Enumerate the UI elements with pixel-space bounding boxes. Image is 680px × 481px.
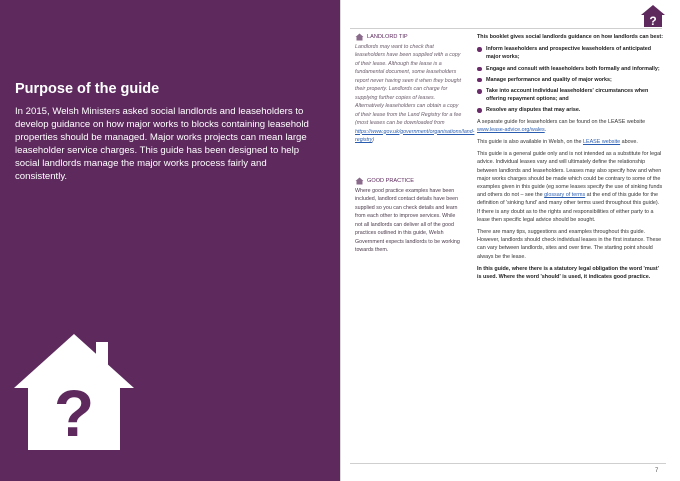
good-practice-box (355, 177, 463, 255)
house-icon (355, 177, 364, 185)
intro-paragraph: In 2015, Welsh Ministers asked social landlords and leaseholders to develop guidance on how major works to blocks containing leasehold properties should be managed. Major works projects can mean large leaseholder service charges. This guide has been designed to help social landlords manage the major works process fairly and consistently. (15, 106, 309, 182)
house-question-icon (10, 330, 138, 452)
main-text-column (477, 33, 663, 285)
header-rule (350, 28, 662, 29)
landlord-tip-text: Landlords may want to check that leaseholders have been supplied with a copy of their lease. Although the lease is a fundamental document, some leaseholders report never having seen it when they bought their property. Landlords can charge for supplying further copies of leases. Alternatively leaseholders can obtain a copy of their lease from the Land Registry for a fee (most leases can be downloaded from (355, 43, 462, 126)
house-icon (355, 33, 364, 41)
list-item: Resolve any disputes that may arise. (477, 106, 663, 114)
landlord-tip-close: ) (372, 137, 375, 143)
landlord-tip-box (355, 33, 475, 145)
page-title: Purpose of the guide (15, 81, 160, 97)
page-number: 7 (655, 468, 659, 474)
house-question-icon (640, 4, 666, 28)
svg-text:?: ? (53, 376, 95, 450)
general-guide-paragraph: This guide is a general guide only and is not intended as a substitute for legal advice. Individual leases vary and will ultimately define the relationship between landlords and leaseholders. Leases may also specify how and when major works charges should be made which could be contrary to some of the examples given in this guide (eg some leases specify the use of sinking funds and others do not – see the glossary of terms at the end of this guide for the definition of 'sinking fund' and many other terms used throughout this guide). If there is any doubt as to the rights and responsibilities of either party to a lease then specific legal advice should be sought. (477, 151, 663, 223)
must-should-paragraph: In this guide, where there is a statutory legal obligation the word 'must' is used. Where the word 'should' is used, it indicates good practice. (477, 265, 659, 281)
guidance-list (477, 45, 663, 114)
land-registry-link[interactable]: https://www.gov.uk/government/organisations/land-registry (355, 128, 475, 143)
lease-website-link[interactable]: LEASE website (582, 139, 621, 146)
footer-rule (350, 463, 666, 464)
page-divider (340, 0, 341, 481)
list-item: Take into account individual leaseholders' circumstances when offering repayment options; and (477, 87, 663, 103)
welsh-version-paragraph: This guide is also available in Welsh, on the LEASE website above. (477, 139, 638, 146)
lease-website-paragraph: A separate guide for leaseholders can be found on the LEASE website www.lease-advice.org/wales. (477, 118, 646, 133)
good-practice-text: Where good practice examples have been included, landlord contact details have been supplied so you can check details and learn from each other to improve services. While not all landlords can deliver all of the good practices outlined in this guide, Welsh Government expects landlords to be working towards them. (355, 187, 460, 253)
tips-paragraph: There are many tips, suggestions and examples throughout this guide. However, landlords should check individual leases in the first instance. These can vary between landlords, sites and over time. The starting point should always be the lease. (477, 229, 662, 260)
good-practice-heading: GOOD PRACTICE (367, 178, 414, 184)
list-item: Manage performance and quality of major works; (477, 76, 663, 84)
lease-website-link[interactable]: www.lease-advice.org/wales (477, 126, 545, 133)
landlord-tip-heading: LANDLORD TIP (367, 34, 408, 40)
booklet-intro: This booklet gives social landlords guidance on how landlords can best: (477, 34, 664, 40)
svg-text:?: ? (649, 14, 657, 28)
list-item: Engage and consult with leaseholders both formally and informally; (477, 65, 663, 73)
glossary-link[interactable]: glossary of terms (544, 192, 586, 199)
list-item: Inform leaseholders and prospective leaseholders of anticipated major works; (477, 45, 663, 61)
